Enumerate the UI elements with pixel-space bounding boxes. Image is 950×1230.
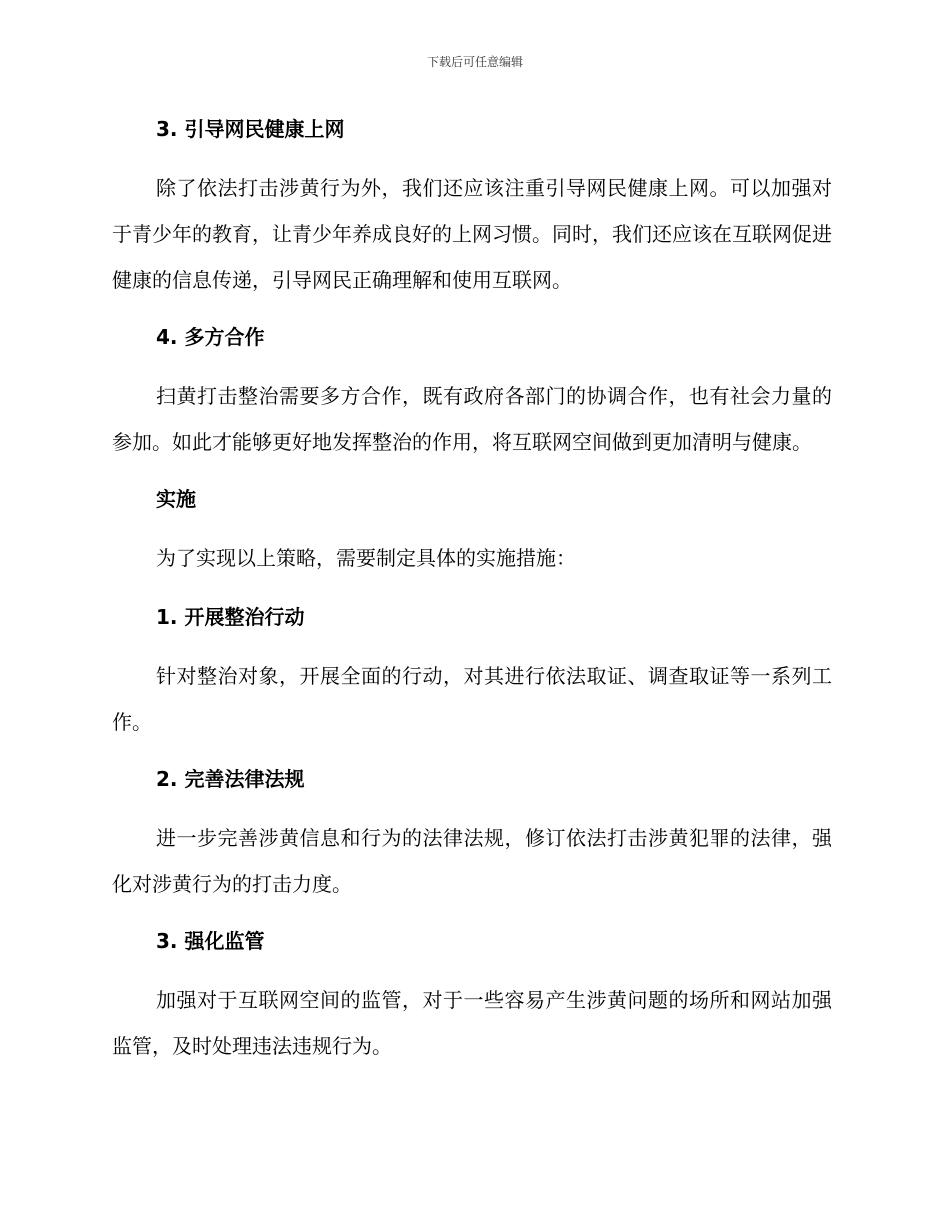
page-header: 下载后可任意编辑 [426, 55, 523, 69]
section-heading-strengthen-supervision: 3. 强化监管 [156, 929, 265, 953]
paragraph-improve-laws: 进一步完善涉黄信息和行为的法律法规，修订依法打击涉黄犯罪的法律，强化对涉黄行为的打击力度。 [112, 826, 832, 896]
paragraph-implementation-intro: 为了实现以上策略，需要制定具体的实施措施： [156, 546, 576, 570]
paragraph-launch-action: 针对整治对象，开展全面的行动，对其进行依法取证、调查取证等一系列工作。 [112, 664, 832, 734]
section-heading-implementation: 实施 [156, 487, 196, 511]
section-heading-multi-party-cooperation: 4. 多方合作 [156, 325, 265, 349]
paragraph-multi-party-cooperation: 扫黄打击整治需要多方合作，既有政府各部门的协调合作，也有社会力量的参加。如此才能够更好地发挥整治的作用，将互联网空间做到更加清明与健康。 [112, 384, 832, 454]
paragraph-strengthen-supervision: 加强对于互联网空间的监管，对于一些容易产生涉黄问题的场所和网站加强监管，及时处理违法违规行为。 [112, 988, 832, 1058]
document-body [112, 113, 832, 1087]
section-heading-launch-action: 1. 开展整治行动 [156, 605, 305, 629]
section-heading-guide-netizens: 3. 引导网民健康上网 [156, 117, 345, 141]
paragraph-guide-netizens: 除了依法打击涉黄行为外，我们还应该注重引导网民健康上网。可以加强对于青少年的教育，让青少年养成良好的上网习惯。同时，我们还应该在互联网促进健康的信息传递，引导网民正确理解和使用互联网。 [112, 176, 832, 292]
section-heading-improve-laws: 2. 完善法律法规 [156, 767, 305, 791]
